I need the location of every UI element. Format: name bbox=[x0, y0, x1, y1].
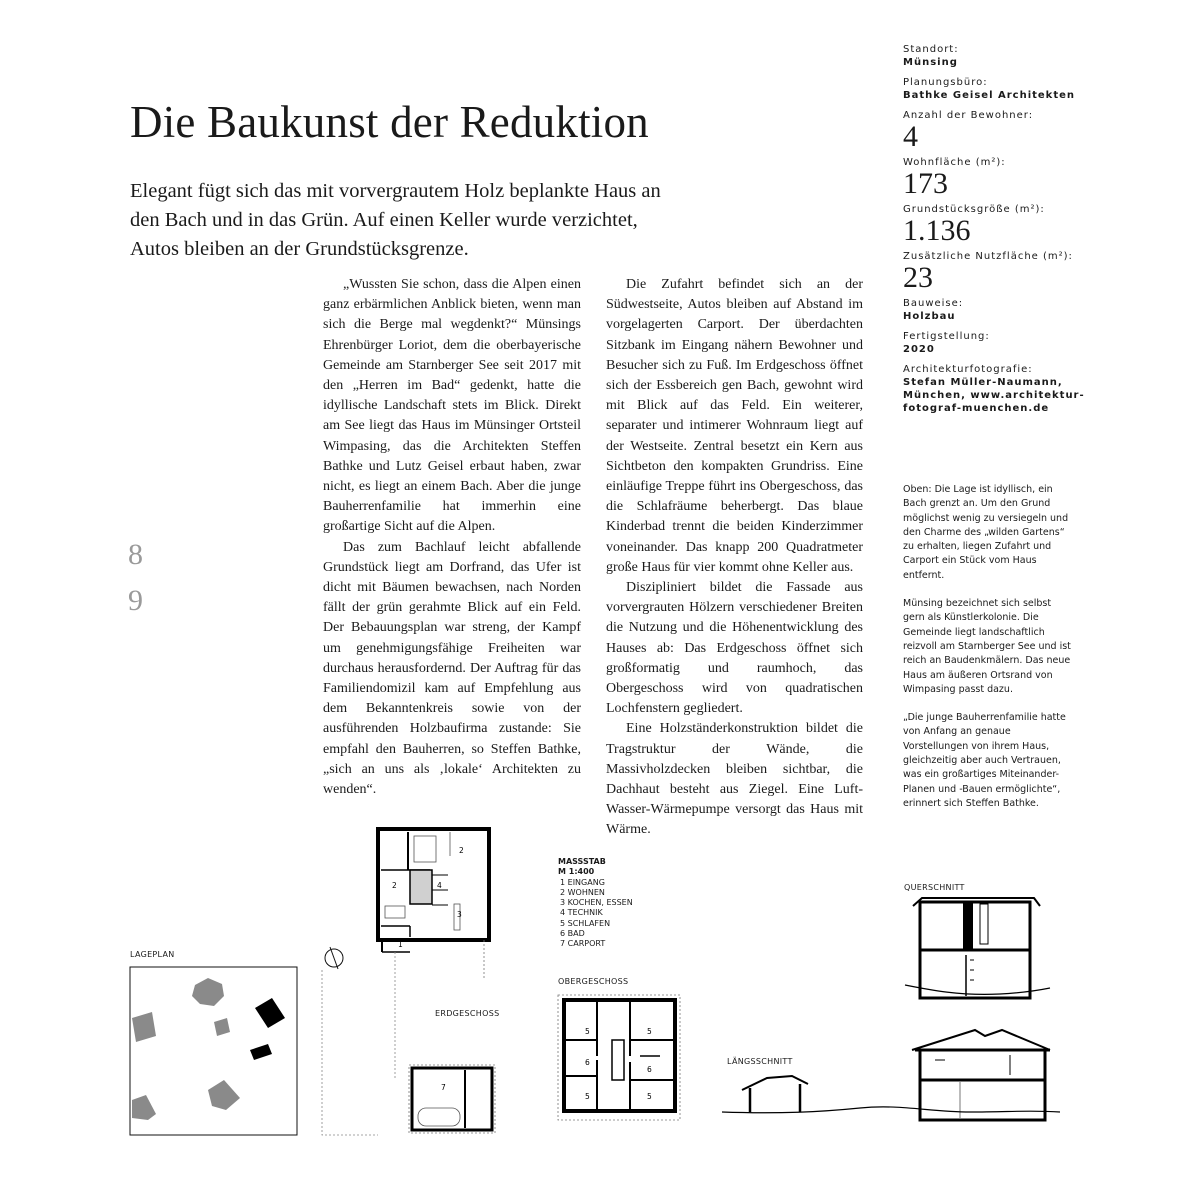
querschnitt-label: QUERSCHNITT bbox=[904, 883, 965, 892]
room-number: 2 bbox=[459, 846, 464, 855]
room-number: 6 bbox=[585, 1058, 590, 1067]
caption: Oben: Die Lage ist idyllisch, ein Bach grenzt an. Um den Grund möglichst wenig zu versiegeln und den Charme des „wilden Gartens“ zu erhalten, liegen Zufahrt und Carport ein Stück vom Haus entfernt. bbox=[903, 484, 1069, 581]
article-title: Die Baukunst der Reduktion bbox=[130, 97, 649, 147]
neighbour-building bbox=[192, 978, 224, 1006]
fact-label: Zusätzliche Nutzfläche (m²): bbox=[903, 251, 1073, 262]
fact-construction: Holzbau bbox=[903, 311, 956, 322]
room-number: 4 bbox=[437, 881, 442, 890]
lageplan-label: LAGEPLAN bbox=[130, 950, 175, 959]
obergeschoss-label: OBERGESCHOSS bbox=[558, 977, 629, 986]
legend-item: 6 BAD bbox=[560, 929, 585, 939]
legend-item: 1 EINGANG bbox=[560, 877, 605, 887]
fact-label: Bauweise: bbox=[903, 298, 964, 309]
ground-floor-plan bbox=[322, 829, 495, 1135]
fact-plot-size: 1.136 bbox=[903, 214, 971, 247]
erdgeschoss-label: ERDGESCHOSS bbox=[435, 1009, 500, 1018]
room-number: 5 bbox=[585, 1027, 590, 1036]
caption: Münsing bezeichnet sich selbst gern als Künstlerkolonie. Die Gemeinde liegt landschaftlich reizvoll am Starnberger See und ist reich an Baudenkmälern. Das neue Haus am äußeren Ortsrand von Wimpasing passt dazu. bbox=[903, 598, 1071, 695]
paragraph: Die Zufahrt befindet sich an der Südwestseite, Autos bleiben auf Abstand im vorgelagerten Carport. Der überdachten Sitzbank im Eingang nähern Bewohner und Besucher sich zu Fuß. Im Erdgeschoss öffnet sich der Essbereich gen Bach, gewohnt wird mit Blick auf das Feld. Ein weiterer, separater und intimerer Wohnraum liegt auf der Westseite. Zentral besetzt ein Kern aus Sichtbeton den kompakten Grundriss. Eine einläufige Treppe führt ins Obergeschoss, das die Schlafräume beherbergt. Das blaue Kinderbad trennt die beiden Kinderzimmer voneinander. Das knapp 200 Quadratmeter große Haus für vier kommt ohne Keller aus. bbox=[606, 277, 863, 575]
neighbour-building bbox=[132, 1012, 156, 1042]
legend-title: MASSSTAB bbox=[558, 857, 606, 866]
legend-scale: M 1:400 bbox=[558, 867, 595, 877]
fact-label: Planungsbüro: bbox=[903, 77, 988, 88]
fact-architects: Bathke Geisel Architekten bbox=[903, 90, 1076, 101]
fact-living-area: 173 bbox=[903, 167, 948, 200]
house-footprint bbox=[255, 998, 285, 1028]
paragraph: Diszipliniert bildet die Fassade aus vorvergrauten Hölzern verschiedener Breiten die Nutzung und die Höhenentwicklung des Hauses ab: Das Erdgeschoss öffnet sich großformatig und raumhoch, das Obergeschoss wird von quadratischen Lochfenstern gegliedert. bbox=[606, 580, 863, 717]
north-arrow-icon bbox=[325, 947, 343, 969]
fact-label: Standort: bbox=[903, 44, 959, 55]
laengsschnitt-label: LÄNGSSCHNITT bbox=[727, 1057, 793, 1066]
room-number: 5 bbox=[647, 1092, 652, 1101]
fact-location: Münsing bbox=[903, 57, 958, 68]
paragraph: Eine Holzständerkonstruktion bildet die Tragstruktur der Wände, die Massivholzdecken bleiben sichtbar, die Dachhaut besteht aus Ziegel. Eine Luft-Wasser-Wärmepumpe versorgt das Haus mit Wärme. bbox=[606, 721, 863, 838]
site-plan bbox=[130, 967, 297, 1135]
paragraph: „Wussten Sie schon, dass die Alpen einen ganz erbärmlichen Anblick bieten, wenn man sich die Berge mal wegdenkt?“ Münsings Ehrenbürger Loriot, dem die oberbayerische Gemeinde am Starnberger See seit 2017 mit den „Herren im Bad“ gedenkt, hatte die idyllische Landschaft stets im Blick. Direkt am See liegt das Haus im Münsinger Ortsteil Wimpasing, das die Architekten Steffen Bathke und Lutz Geisel erbaut haben, zwar nicht, es liegt an einem Bach. Aber die junge Bauherrenfamilie hat immerhin eine großartige Sicht auf die Alpen. bbox=[323, 277, 581, 535]
room-number: 1 bbox=[398, 940, 403, 949]
cross-section bbox=[905, 898, 1050, 998]
legend-item: 5 SCHLAFEN bbox=[560, 918, 611, 928]
fact-label: Grundstücksgröße (m²): bbox=[903, 204, 1045, 215]
page-number-right: 9 bbox=[128, 584, 143, 617]
fact-label: Fertigstellung: bbox=[903, 331, 990, 342]
fact-label: Architekturfotografie: bbox=[903, 364, 1033, 375]
room-number: 5 bbox=[585, 1092, 590, 1101]
legend-item: 7 CARPORT bbox=[560, 939, 606, 949]
paragraph: Das zum Bachlauf leicht abfallende Grundstück liegt am Dorfrand, das Ufer ist dicht mit Bäumen bewachsen, nach Norden fällt der grün gerahmte Blick auf ein Feld. Der Bebauungsplan war streng, der Kampf um genehmigungsfähige Freiheiten war durchaus herausfordernd. Der Auftrag für das Familiendomizil kam auf Empfehlung aus dem Bekanntenkreis sowie von der ausführenden Holzbaufirma zustande: Sie empfahl den Bauherren, so Steffen Bathke, „sich an uns als ‚lokale‘ Architekten zu wenden“. bbox=[323, 539, 581, 798]
fact-extra-area: 23 bbox=[903, 261, 933, 294]
legend-item: 3 KOCHEN, ESSEN bbox=[560, 898, 633, 908]
room-number: 2 bbox=[392, 881, 397, 890]
neighbour-building bbox=[208, 1080, 240, 1110]
room-number: 6 bbox=[647, 1065, 652, 1074]
upper-floor-plan bbox=[558, 995, 680, 1120]
room-number: 3 bbox=[457, 910, 462, 919]
neighbour-building bbox=[214, 1018, 230, 1036]
legend-item: 2 WOHNEN bbox=[560, 887, 605, 897]
article-lead: Elegant fügt sich das mit vorvergrautem Holz beplankte Haus an den Bach und in das Grün. Auf einen Keller wurde verzichtet, Autos bleiben an der Grundstücksgrenze. bbox=[130, 180, 661, 260]
page-number-left: 8 bbox=[128, 538, 143, 571]
carport-footprint bbox=[250, 1044, 272, 1060]
room-number: 5 bbox=[647, 1027, 652, 1036]
longitudinal-section bbox=[722, 1030, 1060, 1120]
legend-item: 4 TECHNIK bbox=[560, 908, 603, 918]
caption: „Die junge Bauherrenfamilie hatte von Anfang an genaue Vorstellungen von ihrem Haus, gleichzeitig aber auch Vertrauen, was ein großartiges Miteinander-Planen und -Bauen ermöglichte“, erinnert sich Steffen Bathke. bbox=[903, 712, 1066, 809]
fact-label: Anzahl der Bewohner: bbox=[903, 110, 1034, 121]
fact-photographer: Stefan Müller-Naumann, München, www.architektur-fotograf-muenchen.de bbox=[903, 377, 1085, 414]
fact-completion: 2020 bbox=[903, 344, 935, 355]
fact-residents: 4 bbox=[903, 120, 918, 153]
room-number: 7 bbox=[441, 1083, 446, 1092]
fact-label: Wohnfläche (m²): bbox=[903, 157, 1006, 168]
neighbour-building bbox=[132, 1095, 156, 1120]
